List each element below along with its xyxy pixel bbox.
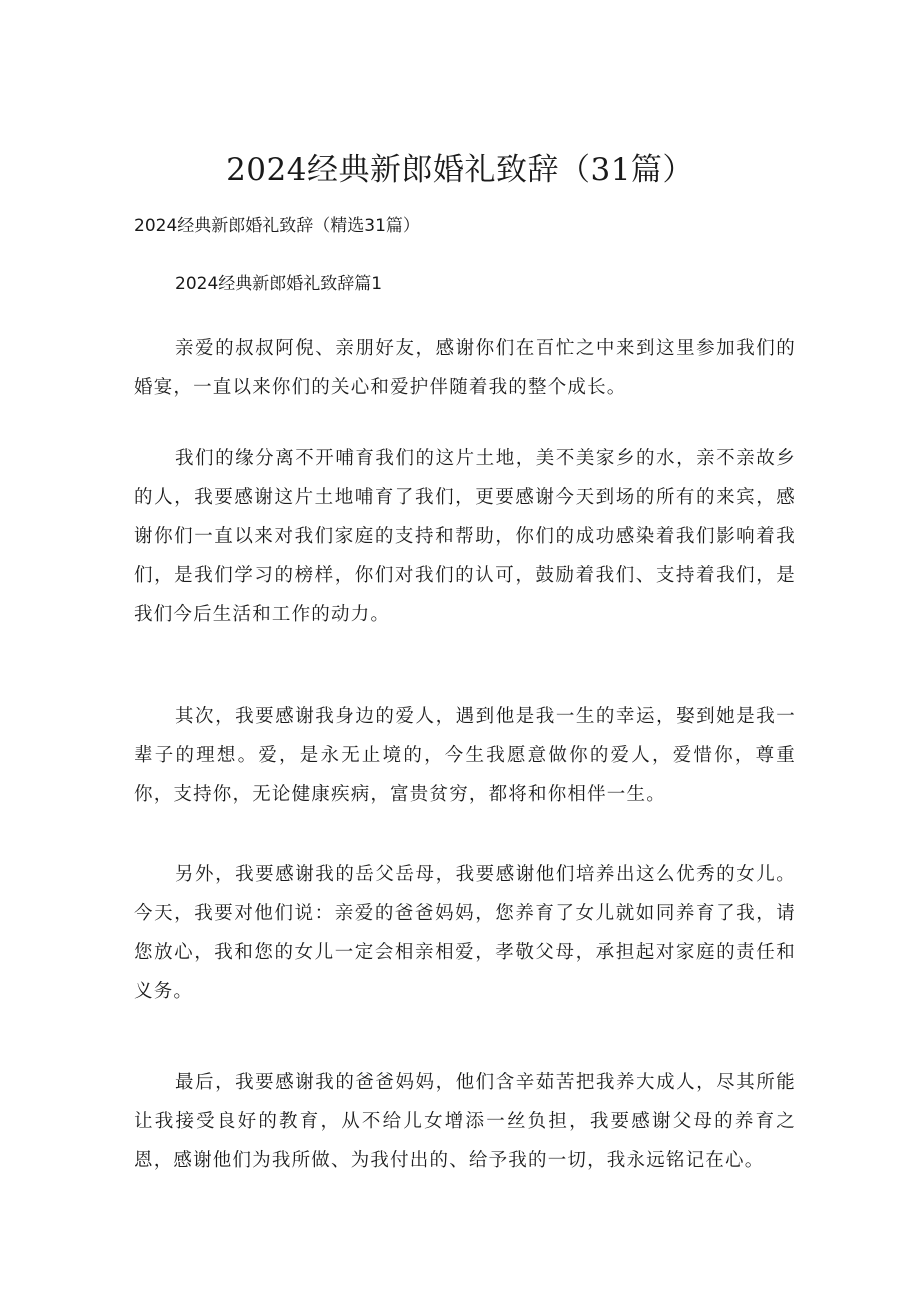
section-heading: 2024经典新郎婚礼致辞篇1	[175, 274, 383, 294]
paragraph: 我们的缘分离不开哺育我们的这片土地，美不美家乡的水，亲不亲故乡的人，我要感谢这片土地哺育了我们，更要感谢今天到场的所有的来宾，感谢你们一直以来对我们家庭的支持和帮助，你们的成功感染着我们影响着我们，是我们学习的榜样，你们对我们的认可，鼓励着我们、支持着我们，是我们今后生活和工作的动力。	[134, 448, 796, 625]
paragraph: 其次，我要感谢我身边的爱人，遇到他是我一生的幸运，娶到她是我一辈子的理想。爱，是永无止境的，今生我愿意做你的爱人，爱惜你，尊重你，支持你，无论健康疾病，富贵贫穷，都将和你相伴一生。	[134, 706, 796, 805]
document-title: 2024经典新郎婚礼致辞（31篇）	[226, 152, 694, 188]
paragraph: 另外，我要感谢我的岳父岳母，我要感谢他们培养出这么优秀的女儿。今天，我要对他们说：亲爱的爸爸妈妈，您养育了女儿就如同养育了我，请您放心，我和您的女儿一定会相亲相爱，孝敬父母，承担起对家庭的责任和义务。	[134, 864, 796, 1002]
document-subtitle: 2024经典新郎婚礼致辞（精选31篇）	[134, 216, 420, 236]
paragraph: 最后，我要感谢我的爸爸妈妈，他们含辛茹苦把我养大成人，尽其所能让我接受良好的教育，从不给儿女增添一丝负担，我要感谢父母的养育之恩，感谢他们为我所做、为我付出的、给予我的一切，我永远铭记在心。	[134, 1072, 796, 1171]
paragraph: 亲爱的叔叔阿倪、亲朋好友，感谢你们在百忙之中来到这里参加我们的婚宴，一直以来你们的关心和爱护伴随着我的整个成长。	[134, 338, 796, 398]
